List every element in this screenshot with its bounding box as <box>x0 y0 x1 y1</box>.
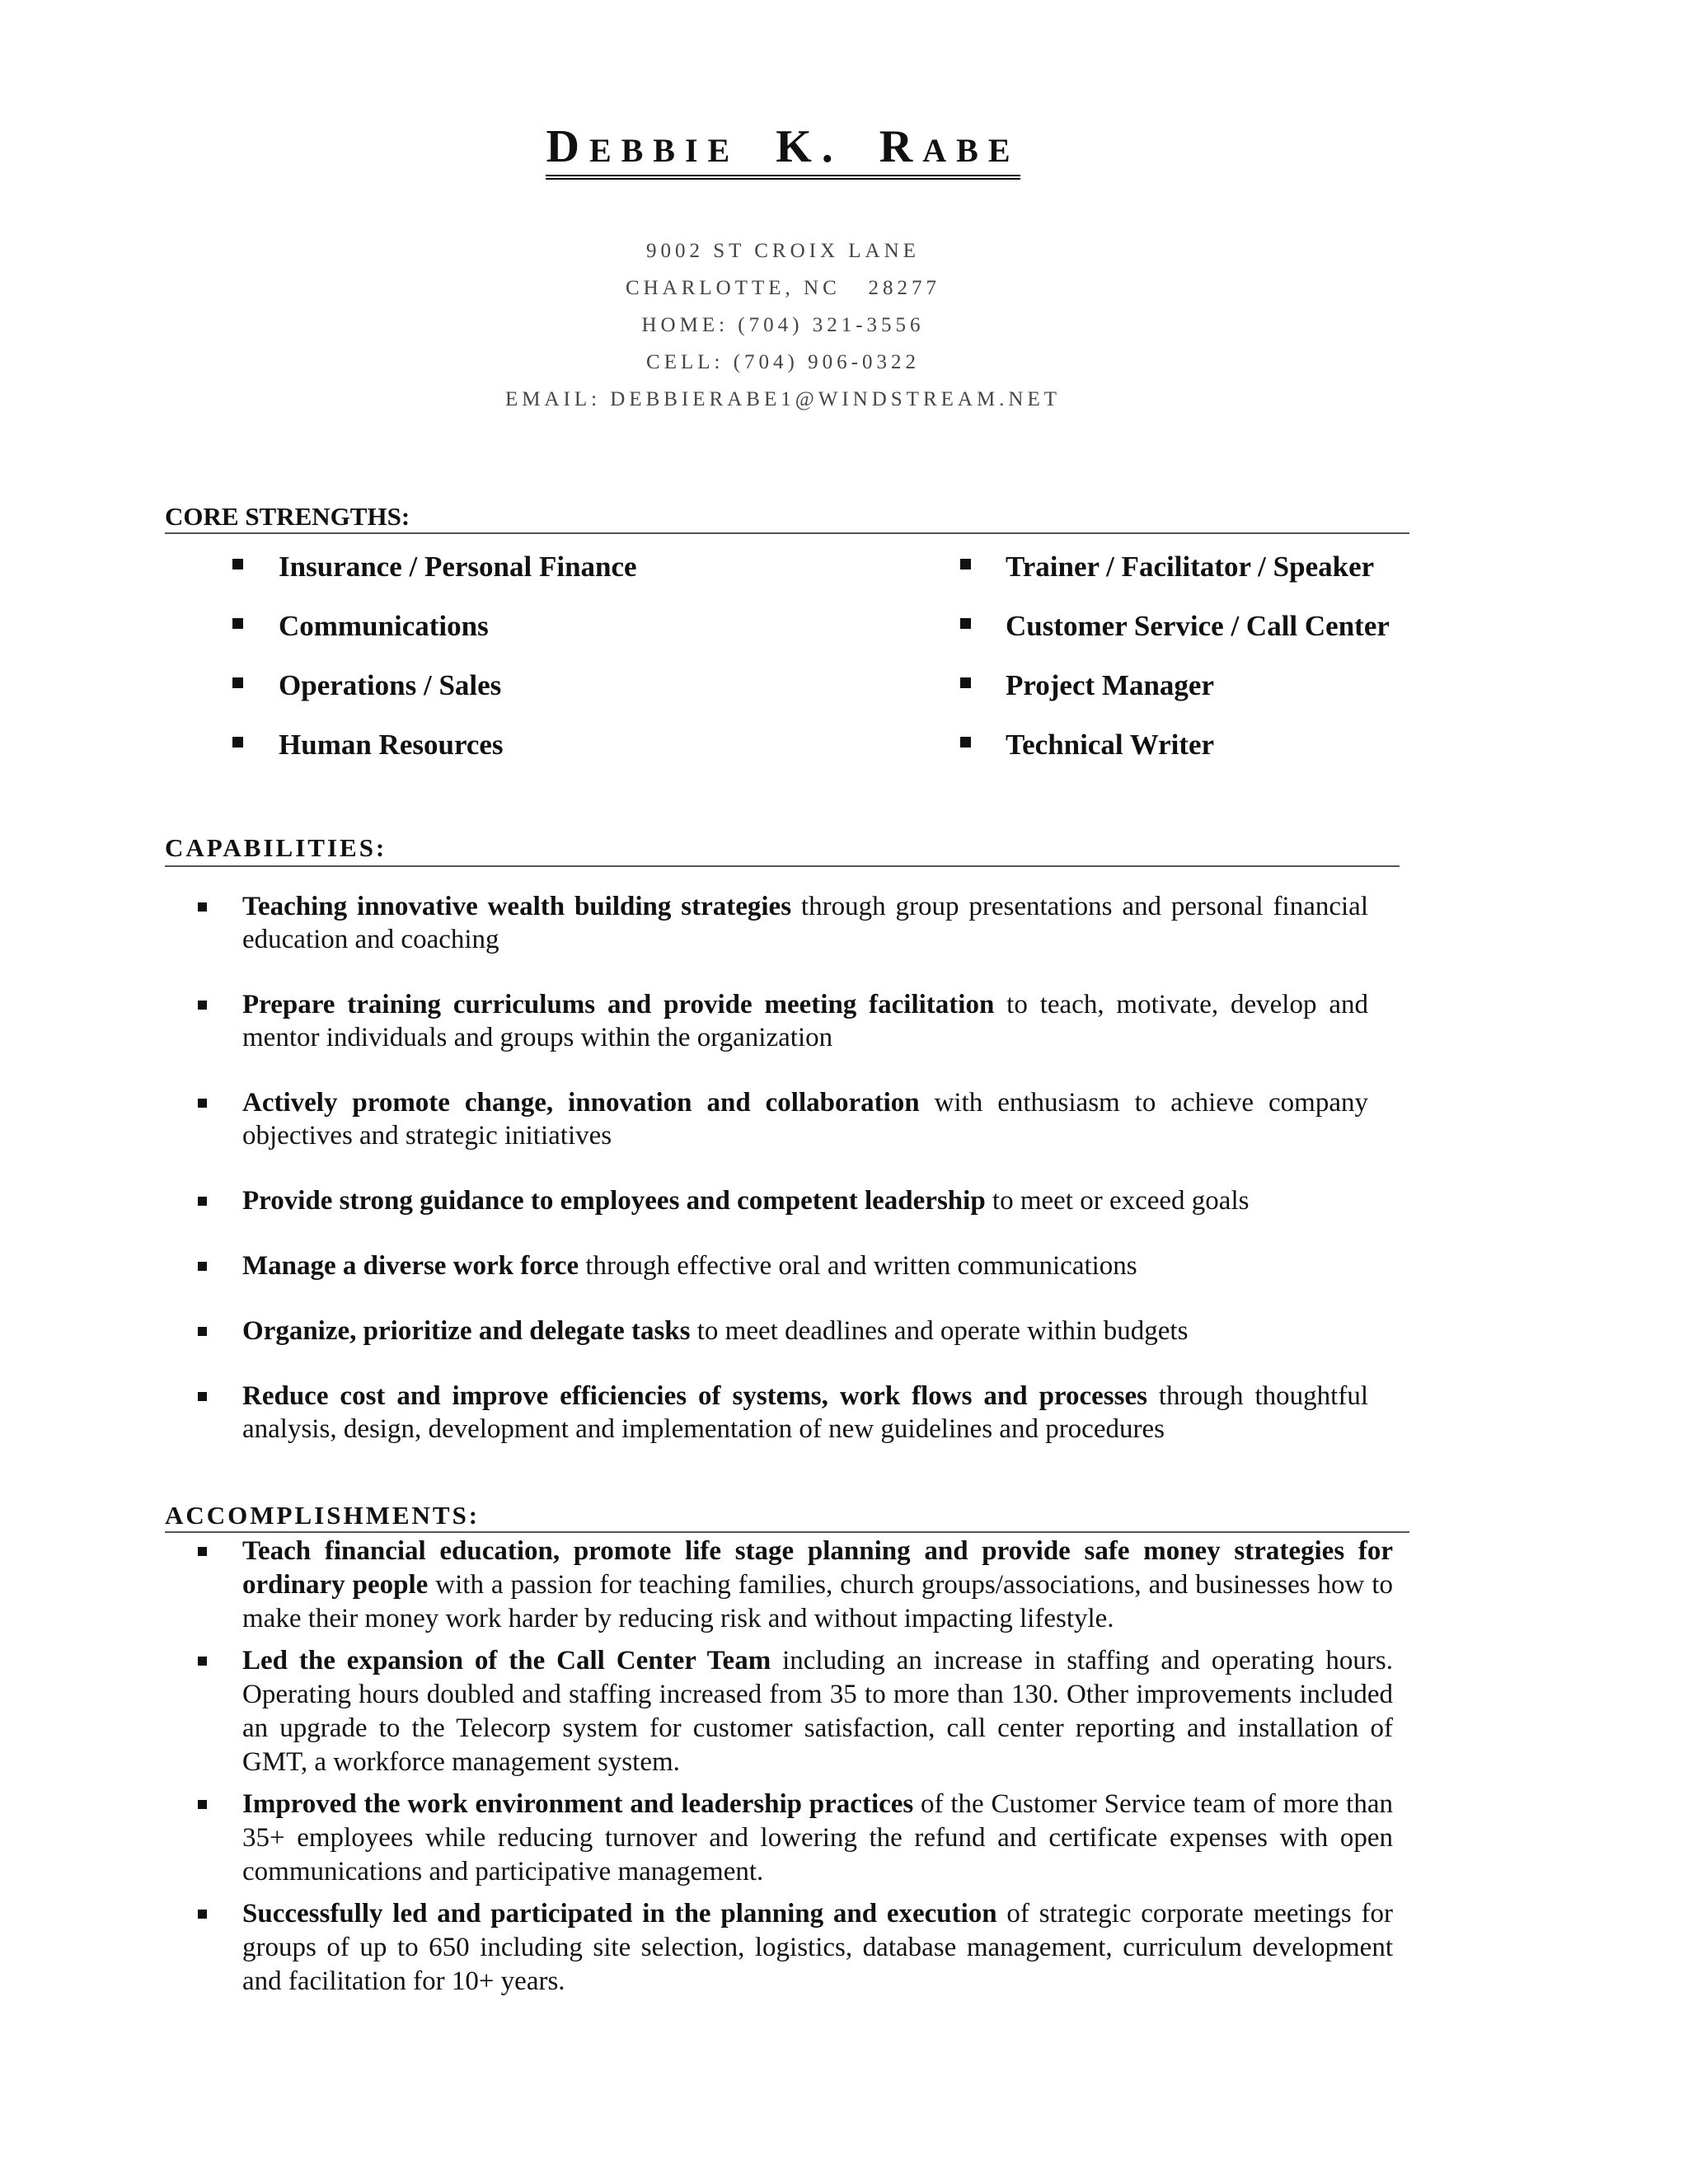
item-text: to teach, motivate, develop and mentor individuals and groups within the organization <box>242 990 1368 1052</box>
item-text: of the Customer Service team of more than 35+ employees while reducing turnover and lowering the refund and certificate expenses with open communications and participative management. <box>242 1789 1393 1886</box>
item-lead: Manage a diverse work force <box>242 1251 579 1281</box>
bullet-icon <box>960 618 971 629</box>
item-lead: Teaching innovative wealth building strategies <box>242 892 792 921</box>
name-last-initial: R <box>879 121 923 172</box>
contact-block <box>0 232 1566 418</box>
name-first-initial: D <box>546 121 589 172</box>
core-strength-left-3: Operations / Sales <box>279 669 502 701</box>
core-strength-right-4: Technical Writer <box>1006 729 1215 761</box>
core-strength-left-4: Human Resources <box>279 729 504 761</box>
item-text: through thoughtful analysis, design, development and implementation of new guidelines and procedures <box>242 1381 1368 1444</box>
item-text: to meet or exceed goals <box>985 1186 1250 1216</box>
list-item <box>198 1380 1368 1446</box>
name-last-rest: ABE <box>922 132 1020 169</box>
item-text: to meet deadlines and operate within budgets <box>690 1316 1189 1346</box>
bullet-icon <box>232 677 243 688</box>
accomplishments-rule <box>165 1531 1409 1533</box>
bullet-icon <box>232 618 243 629</box>
core-strengths-title: CORE STRENGTHS: <box>165 502 410 531</box>
candidate-name <box>546 122 1020 180</box>
address-line-2: CHARLOTTE, NC 28277 <box>625 277 941 299</box>
core-strength-right-1: Trainer / Facilitator / Speaker <box>1006 551 1375 583</box>
capabilities-title: CAPABILITIES: <box>165 833 387 862</box>
name-first-rest: EBBIE <box>588 132 740 169</box>
item-lead: Improved the work environment and leadership practices <box>242 1789 914 1819</box>
core-strengths-rule <box>165 532 1409 534</box>
list-item <box>198 1788 1393 1889</box>
name-heading-wrap <box>0 122 1566 180</box>
address-line-1: 9002 ST CROIX LANE <box>646 240 920 262</box>
item-lead: Provide strong guidance to employees and competent leadership <box>242 1186 986 1216</box>
bullet-icon <box>232 559 243 569</box>
item-text: of strategic corporate meetings for groups of up to 650 including site selection, logistics, database management, curriculum development and facilitation for 10+ years. <box>242 1899 1393 1996</box>
email-address: EMAIL: DEBBIERABE1@WINDSTREAM.NET <box>504 388 1062 410</box>
core-strength-right-2: Customer Service / Call Center <box>1006 610 1390 642</box>
list-item <box>198 1644 1393 1779</box>
list-item <box>198 1086 1368 1152</box>
capabilities-rule <box>165 865 1400 867</box>
item-text: with a passion for teaching families, church groups/associations, and businesses how to make their money work harder by reducing risk and without impacting lifestyle. <box>242 1570 1394 1633</box>
cell-phone: CELL: (704) 906-0322 <box>646 351 920 373</box>
list-item <box>198 1249 1368 1282</box>
core-strength-left-1: Insurance / Personal Finance <box>279 551 637 583</box>
item-lead: Teach financial education, promote life stage planning and provide safe money strategies for ordinary people <box>242 1536 1393 1600</box>
name-middle: K. <box>776 121 843 172</box>
core-strength-left-2: Communications <box>279 610 489 642</box>
list-item <box>198 988 1368 1054</box>
core-strength-right-3: Project Manager <box>1006 669 1214 701</box>
bullet-icon <box>960 677 971 688</box>
list-item <box>198 1315 1368 1347</box>
item-lead: Reduce cost and improve efficiencies of systems, work flows and processes <box>242 1381 1147 1411</box>
item-text: including an increase in staffing and operating hours. Operating hours doubled and staffing increased from 35 to more than 130. Other improvements included an upgrade to the Telecorp system for customer satisfaction, call center reporting and installation of GMT, a workforce management system. <box>242 1646 1393 1777</box>
bullet-icon <box>232 737 243 748</box>
list-item <box>198 1897 1393 1999</box>
item-lead: Successfully led and participated in the planning and execution <box>242 1899 997 1929</box>
bullet-icon <box>960 559 971 569</box>
home-phone: HOME: (704) 321-3556 <box>641 314 925 336</box>
capabilities-list <box>198 890 1368 1478</box>
item-lead: Prepare training curriculums and provide meeting facilitation <box>242 990 995 1019</box>
list-item <box>198 890 1368 956</box>
list-item <box>198 1535 1393 1636</box>
item-text: through group presentations and personal financial education and coaching <box>242 892 1368 954</box>
item-lead: Led the expansion of the Call Center Team <box>242 1646 771 1675</box>
item-text: through effective oral and written communications <box>579 1251 1137 1281</box>
item-text: with enthusiasm to achieve company objectives and strategic initiatives <box>242 1088 1368 1151</box>
bullet-icon <box>960 737 971 748</box>
item-lead: Actively promote change, innovation and collaboration <box>242 1088 920 1118</box>
accomplishments-list <box>198 1535 1393 2007</box>
list-item <box>198 1184 1368 1217</box>
accomplishments-title: ACCOMPLISHMENTS: <box>165 1501 481 1530</box>
item-lead: Organize, prioritize and delegate tasks <box>242 1316 691 1346</box>
